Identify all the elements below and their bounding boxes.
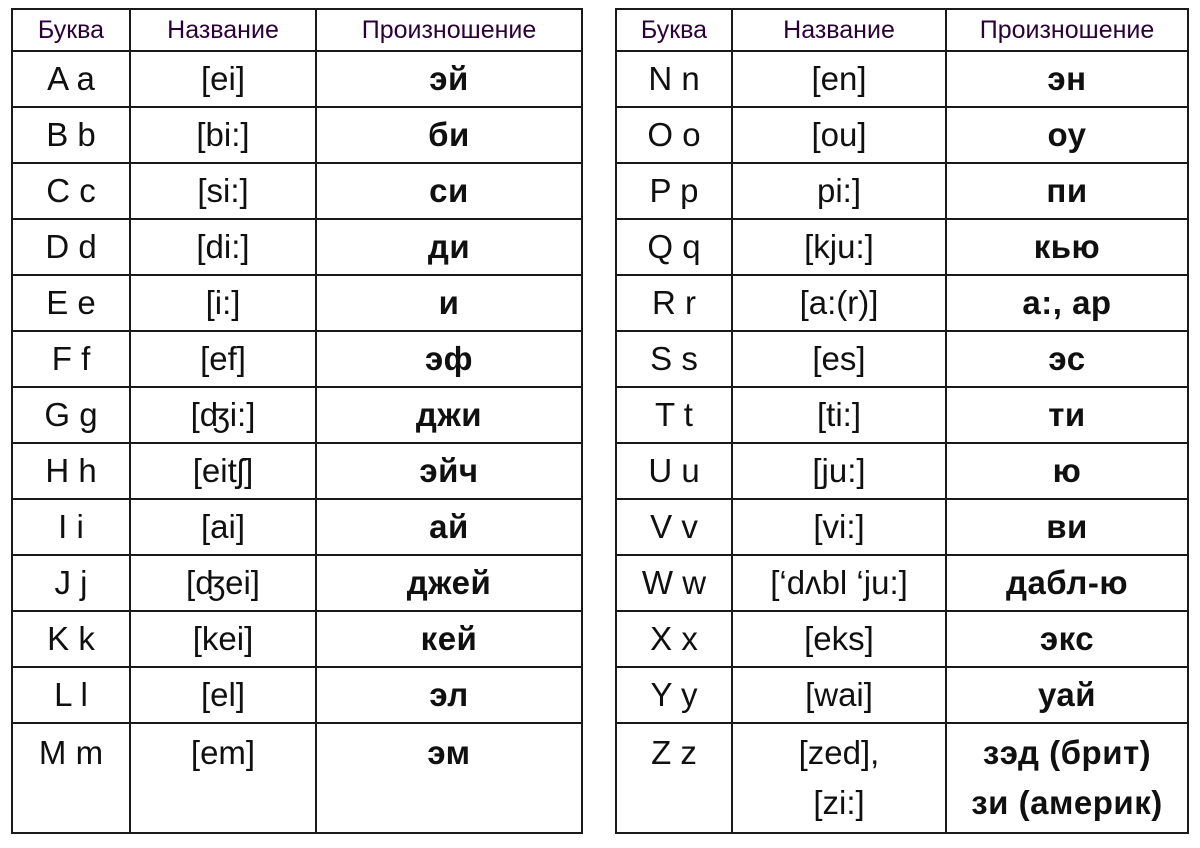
table-row xyxy=(12,387,582,443)
letter-cell: Y y xyxy=(616,667,732,723)
letter-cell: E e xyxy=(12,275,130,331)
letter-cell: A a xyxy=(12,51,130,107)
letter-cell: V v xyxy=(616,499,732,555)
table-row xyxy=(12,163,582,219)
pronunciation-cell: эйч xyxy=(316,443,582,499)
letter-cell: J j xyxy=(12,555,130,611)
table-row xyxy=(616,611,1188,667)
table-row xyxy=(12,723,582,833)
table-row xyxy=(12,611,582,667)
name-cell: [el] xyxy=(130,667,316,723)
pronunciation-cell: эс xyxy=(946,331,1188,387)
letter-cell: C c xyxy=(12,163,130,219)
pronunciation-cell: экс xyxy=(946,611,1188,667)
header-letter: Буква xyxy=(616,9,732,51)
pronunciation-cell: кей xyxy=(316,611,582,667)
table-row xyxy=(616,275,1188,331)
table-row xyxy=(616,51,1188,107)
pronunciation-cell: джи xyxy=(316,387,582,443)
pronunciation-cell xyxy=(946,723,1188,833)
pronunciation-cell: ай xyxy=(316,499,582,555)
name-cell: [ju:] xyxy=(732,443,946,499)
table-row xyxy=(12,667,582,723)
table-row xyxy=(616,443,1188,499)
table-row xyxy=(616,723,1188,833)
table-row xyxy=(12,275,582,331)
table-row xyxy=(616,163,1188,219)
pronunciation-line: зэд (брит) xyxy=(982,734,1152,771)
table-row xyxy=(12,331,582,387)
pronunciation-cell: оу xyxy=(946,107,1188,163)
name-cell: [es] xyxy=(732,331,946,387)
header-name: Название xyxy=(732,9,946,51)
pronunciation-cell: эл xyxy=(316,667,582,723)
pronunciation-cell: ти xyxy=(946,387,1188,443)
header-name: Название xyxy=(130,9,316,51)
letter-cell: K k xyxy=(12,611,130,667)
name-cell: [ei] xyxy=(130,51,316,107)
table-row xyxy=(616,667,1188,723)
name-cell: pi:] xyxy=(732,163,946,219)
pronunciation-cell: джей xyxy=(316,555,582,611)
letter-cell: L l xyxy=(12,667,130,723)
letter-cell: B b xyxy=(12,107,130,163)
pronunciation-cell: си xyxy=(316,163,582,219)
pronunciation-cell: а:, ар xyxy=(946,275,1188,331)
letter-cell: U u xyxy=(616,443,732,499)
letter-cell: O o xyxy=(616,107,732,163)
table-row xyxy=(616,387,1188,443)
name-cell: [en] xyxy=(732,51,946,107)
pronunciation-cell: и xyxy=(316,275,582,331)
name-cell: [eitʃ] xyxy=(130,443,316,499)
table-row xyxy=(616,219,1188,275)
pronunciation-cell: уай xyxy=(946,667,1188,723)
table-row xyxy=(616,555,1188,611)
letter-cell: Q q xyxy=(616,219,732,275)
table-row xyxy=(616,107,1188,163)
pronunciation-cell: ди xyxy=(316,219,582,275)
table-row xyxy=(12,107,582,163)
letter-cell: Z z xyxy=(616,723,732,833)
name-cell: [ʤi:] xyxy=(130,387,316,443)
pronunciation-cell: дабл-ю xyxy=(946,555,1188,611)
name-cell: [ef] xyxy=(130,331,316,387)
alphabet-table-left xyxy=(11,8,583,834)
letter-cell: D d xyxy=(12,219,130,275)
name-cell: [‘dʌbl ‘ju:] xyxy=(732,555,946,611)
pronunciation-line: зи (америк) xyxy=(971,784,1163,821)
letter-cell: I i xyxy=(12,499,130,555)
letter-cell: F f xyxy=(12,331,130,387)
pronunciation-cell: ви xyxy=(946,499,1188,555)
table-row xyxy=(616,499,1188,555)
name-cell: [em] xyxy=(130,723,316,833)
name-cell: [bi:] xyxy=(130,107,316,163)
name-cell: [ʤei] xyxy=(130,555,316,611)
header-pronunciation: Произношение xyxy=(946,9,1188,51)
name-cell: [ou] xyxy=(732,107,946,163)
name-cell: [a:(r)] xyxy=(732,275,946,331)
name-cell xyxy=(732,723,946,833)
name-cell: [si:] xyxy=(130,163,316,219)
letter-cell: W w xyxy=(616,555,732,611)
header-row xyxy=(12,9,582,51)
pronunciation-cell: эй xyxy=(316,51,582,107)
pronunciation-cell: эм xyxy=(316,723,582,833)
letter-cell: X x xyxy=(616,611,732,667)
pronunciation-cell: кью xyxy=(946,219,1188,275)
name-cell: [ai] xyxy=(130,499,316,555)
letter-cell: T t xyxy=(616,387,732,443)
pronunciation-cell: эн xyxy=(946,51,1188,107)
alphabet-table-right xyxy=(615,8,1189,834)
name-cell: [kju:] xyxy=(732,219,946,275)
letter-cell: S s xyxy=(616,331,732,387)
name-cell: [kei] xyxy=(130,611,316,667)
table-row xyxy=(12,443,582,499)
letter-cell: R r xyxy=(616,275,732,331)
pronunciation-cell: эф xyxy=(316,331,582,387)
table-row xyxy=(12,555,582,611)
table-row xyxy=(12,51,582,107)
letter-cell: H h xyxy=(12,443,130,499)
letter-cell: G g xyxy=(12,387,130,443)
name-cell: [i:] xyxy=(130,275,316,331)
table-row xyxy=(12,499,582,555)
name-cell: [vi:] xyxy=(732,499,946,555)
pronunciation-cell: би xyxy=(316,107,582,163)
name-cell: [wai] xyxy=(732,667,946,723)
name-line: [zi:] xyxy=(813,784,865,821)
table-row xyxy=(12,219,582,275)
letter-cell: N n xyxy=(616,51,732,107)
name-cell: [di:] xyxy=(130,219,316,275)
header-row xyxy=(616,9,1188,51)
header-letter: Буква xyxy=(12,9,130,51)
name-cell: [ti:] xyxy=(732,387,946,443)
pronunciation-cell: пи xyxy=(946,163,1188,219)
pronunciation-cell: ю xyxy=(946,443,1188,499)
table-row xyxy=(616,331,1188,387)
name-line: [zed], xyxy=(798,734,880,771)
name-cell: [eks] xyxy=(732,611,946,667)
letter-cell: M m xyxy=(12,723,130,833)
header-pronunciation: Произношение xyxy=(316,9,582,51)
letter-cell: P p xyxy=(616,163,732,219)
